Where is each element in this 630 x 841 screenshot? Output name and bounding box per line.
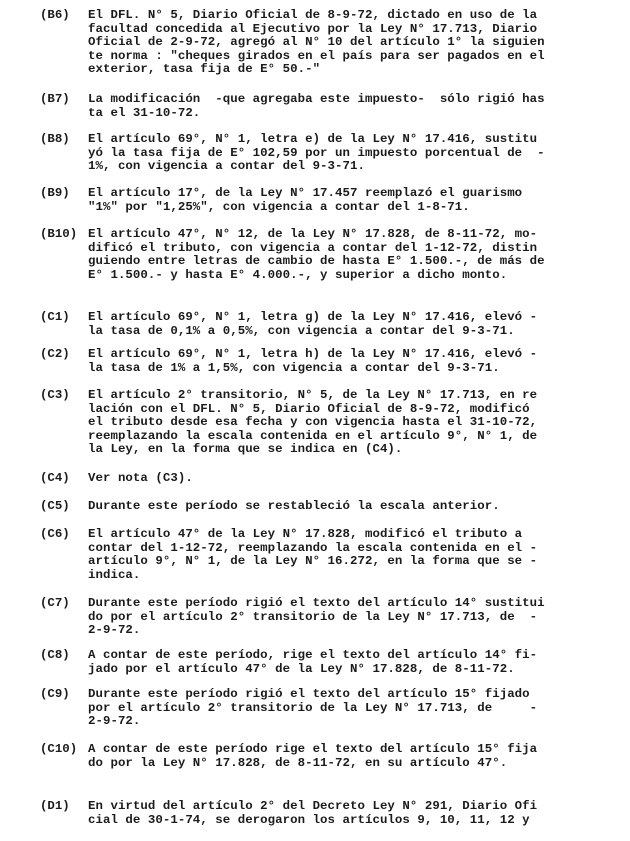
note-text (88, 389, 618, 457)
note-label: (B6) (40, 8, 70, 22)
note-line: do por la Ley N° 17.828, de 8-11-72, en su artículo 47°. (88, 755, 508, 770)
note-line: dificó el tributo, con vigencia a contar del 1-12-72, distin (88, 240, 538, 255)
note-line: El artículo 47°, N° 12, de la Ley N° 17.828, de 8-11-72, mo- (88, 227, 538, 241)
note-label: (C4) (40, 471, 70, 485)
note-line: contar del 1-12-72, reemplazando la escala contenida en el - (88, 540, 538, 555)
note-text (88, 93, 618, 120)
note-line: A contar de este período, rige el texto del artículo 14° fi- (88, 648, 538, 662)
note-line: A contar de este período rige el texto del artículo 15° fija (88, 742, 538, 756)
note-label: (B8) (40, 132, 70, 146)
note-text (88, 472, 618, 486)
note-line: indica. (88, 567, 141, 582)
note-line: jado por el artículo 47° de la Ley N° 17.828, de 8-11-72. (88, 661, 515, 676)
note-label: (C8) (40, 648, 70, 662)
note-label: (B9) (40, 186, 70, 200)
note-label: (B10) (40, 227, 78, 241)
note-line: La modificación -que agregaba este impuesto- sólo rigió has (88, 92, 545, 106)
note-line: Durante este período se restableció la escala anterior. (88, 499, 500, 513)
note-line: cial de 30-1-74, se derogaron los artículos 9, 10, 11, 12 y (88, 812, 530, 827)
note-text (88, 133, 618, 174)
note-line: Ver nota (C3). (88, 471, 193, 485)
note-line: El DFL. N° 5, Diario Oficial de 8-9-72, dictado en uso de la (88, 8, 538, 22)
note-line: ta el 31-10-72. (88, 105, 201, 120)
note-line: facultad concedida al Ejecutivo por la Ley N° 17.713, Diario (88, 21, 538, 36)
note-line: Durante este período rigió el texto del artículo 14° sustitui (88, 596, 545, 610)
note-line: Durante este período rigió el texto del artículo 15° fijado (88, 687, 530, 701)
note-line: El artículo 47° de la Ley N° 17.828, modificó el tributo a (88, 527, 523, 541)
note-label: (C2) (40, 347, 70, 361)
note-line: el tributo desde esa fecha y con vigencia hasta el 31-10-72, (88, 415, 538, 430)
note-line: la Ley, en la forma que se indica en (C4). (88, 442, 403, 457)
note-label: (C7) (40, 596, 70, 610)
note-text (88, 528, 618, 582)
note-text (88, 500, 618, 514)
note-line: 2-9-72. (88, 623, 141, 638)
note-line: El artículo 2° transitorio, N° 5, de la Ley N° 17.713, en re (88, 388, 538, 402)
note-line: yó la tasa fija de E° 102,59 por un impuesto porcentual de - (88, 145, 545, 160)
note-label: (C10) (40, 742, 78, 756)
note-line: la tasa de 1% a 1,5%, con vigencia a contar del 9-3-71. (88, 360, 500, 375)
note-line: do por el artículo 2° transitorio de la Ley N° 17.713, de - (88, 609, 538, 624)
note-line: E° 1.500.- y hasta E° 4.000.-, y superior a dicho monto. (88, 267, 508, 282)
note-line: por el artículo 2° transitorio de la Ley N° 17.713, de - (88, 700, 538, 715)
note-text (88, 800, 618, 827)
note-text (88, 187, 618, 214)
note-line: El artículo 69°, N° 1, letra h) de la Ley N° 17.416, elevó - (88, 347, 538, 361)
note-text (88, 597, 618, 638)
note-line: guiendo entre letras de cambio de hasta E° 1.500.-, de más de (88, 254, 545, 269)
note-line: "1%" por "1,25%", con vigencia a contar del 1-8-71. (88, 199, 470, 214)
note-label: (B7) (40, 92, 70, 106)
note-line: te norma : "cheques girados en el país para ser pagados en el (88, 48, 545, 63)
note-line: El artículo 17°, de la Ley N° 17.457 reemplazó el guarismo (88, 186, 523, 200)
note-text (88, 688, 618, 729)
note-label: (C6) (40, 527, 70, 541)
note-label: (D1) (40, 799, 70, 813)
note-label: (C9) (40, 687, 70, 701)
note-line: 1%, con vigencia a contar del 9-3-71. (88, 159, 365, 174)
note-text (88, 228, 618, 282)
note-label: (C1) (40, 310, 70, 324)
note-label: (C3) (40, 388, 70, 402)
note-text (88, 649, 618, 676)
note-line: En virtud del artículo 2° del Decreto Ley N° 291, Diario Ofi (88, 799, 538, 813)
note-line: artículo 9°, N° 1, de la Ley N° 16.272, en la forma que se - (88, 554, 538, 569)
note-line: la tasa de 0,1% a 0,5%, con vigencia a contar del 9-3-71. (88, 323, 515, 338)
note-label: (C5) (40, 499, 70, 513)
note-line: El artículo 69°, N° 1, letra g) de la Ley N° 17.416, elevó - (88, 310, 538, 324)
note-text (88, 743, 618, 770)
note-line: exterior, tasa fija de E° 50.-" (88, 62, 321, 77)
note-line: reemplazando la escala contenida en el artículo 9°, N° 1, de (88, 428, 538, 443)
note-line: lación con el DFL. N° 5, Diario Oficial de 8-9-72, modificó (88, 401, 530, 416)
note-text (88, 348, 618, 375)
note-text (88, 311, 618, 338)
note-line: 2-9-72. (88, 714, 141, 729)
note-line: El artículo 69°, N° 1, letra e) de la Ley N° 17.416, sustitu (88, 132, 538, 146)
note-line: Oficial de 2-9-72, agregó al N° 10 del artículo 1° la siguien (88, 35, 545, 50)
note-text (88, 9, 618, 77)
